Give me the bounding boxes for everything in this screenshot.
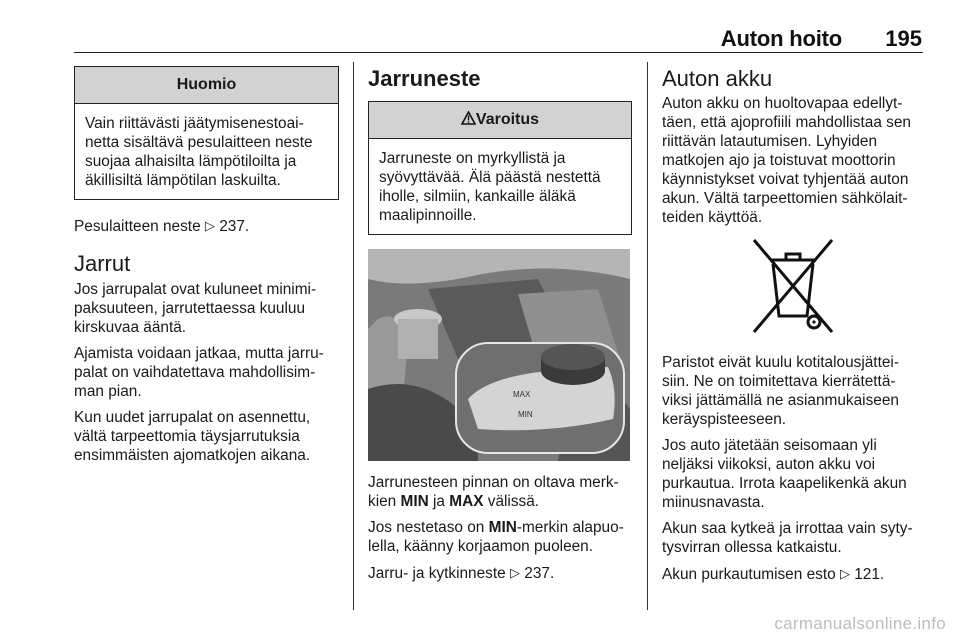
brakes-paragraph-1: Jos jarrupalat ovat kuluneet minimi-paksuuteen, jarrutettaessa kuuluu kirskuvaa ääntä. [74,281,317,336]
notice-title: Huomio [75,67,338,104]
battery-paragraph-4: Akun saa kytkeä ja irrottaa vain syty-tysvirran ollessa katkaistu. [662,520,913,556]
battery-ref-page: 121. [854,566,885,583]
column-middle [368,66,632,590]
max-mark: MAX [449,493,484,510]
brake-clutch-ref-label: Jarru- ja kytkinneste [368,565,506,582]
brake-clutch-fluid-reference[interactable] [368,563,632,583]
column-divider-right [647,62,648,610]
page-ref-arrow-icon: ▷ [204,218,215,233]
column-divider-left [353,62,354,610]
brakes-paragraph-3: Kun uudet jarrupalat on asennettu, vältä tarpeettomia täysjarrutuksia ensimmäisten ajomatkojen aikana. [74,409,311,464]
column-left [74,66,339,472]
crossed-out-wheelie-bin-icon [662,234,924,343]
brake-fluid-level-paragraph: Jarrunesteen pinnan on oltava merk-kien MIN ja MAX välissä. [368,474,619,510]
warning-text: Jarruneste on myrkyllistä ja syövyttävää. Älä päästä nestettä iholle, silmiin, kankaille äläkä maalipinnoille. [379,150,601,224]
washer-fluid-reference[interactable] [74,216,339,236]
section-heading-battery: Auton akku [662,66,773,91]
washer-fluid-ref-page: 237. [219,218,250,235]
min-mark: MIN [400,493,429,510]
page-header-title: Auton hoito [720,26,842,51]
notice-box [74,66,339,200]
battery-paragraph-3: Jos auto jätetään seisomaan yli neljäksi viikoksi, auton akku voi purkautua. Irrota kaapelikenkä akun miinusnavasta. [662,437,907,511]
notice-text: Vain riittävästi jäätymisenestoai-netta sisältävä pesulaitteen neste suojaa alhaisilta lämpötiloilta ja äkillisiltä lämpötilan laskuilta. [85,115,313,189]
page-ref-arrow-icon: ▷ [510,565,520,580]
page-number: 195 [885,26,922,51]
brake-fluid-workshop-paragraph: Jos nestetaso on MIN-merkin alapuo-lella, käänny korjaamon puoleen. [368,519,624,555]
brake-fluid-reservoir-photo [368,249,630,461]
page-ref-arrow-icon: ▷ [839,566,850,581]
svg-text:MAX: MAX [513,390,531,399]
battery-paragraph-1: Auton akku on huoltovapaa edellyt-täen, että ajoprofiili mahdollistaa sen riittävän latautumisen. Lyhyiden matkojen ajo ja toistuvat moottorin käynnistykset voivat tyhjentää auton akun. Vältä tarpeettomien sähkölait-teiden käyttöä. [662,95,911,226]
battery-ref-label: Akun purkautumisen esto [662,566,836,583]
svg-text:MIN: MIN [518,410,533,419]
battery-discharge-reference[interactable] [662,564,924,584]
section-heading-brakes: Jarrut [74,251,131,276]
warning-triangle-icon [461,111,476,125]
brake-clutch-ref-page: 237. [524,565,555,582]
watermark: carmanualsonline.info [774,614,946,633]
warning-title: Varoitus [475,111,540,128]
washer-fluid-ref-label: Pesulaitteen neste [74,218,201,235]
warning-header [369,102,631,139]
battery-paragraph-2: Paristot eivät kuulu kotitalousjättei-siin. Ne on toimitettava kierrätettä-viksi jättämällä ne asianmukaiseen keräyspisteeseen. [662,354,899,428]
header-rule [74,52,923,53]
brakes-paragraph-2: Ajamista voidaan jatkaa, mutta jarru-palat on vaihdatettava mahdollisim-man pian. [74,345,324,400]
section-heading-brake-fluid: Jarruneste [368,66,481,91]
column-right [662,66,924,591]
warning-box [368,101,632,235]
